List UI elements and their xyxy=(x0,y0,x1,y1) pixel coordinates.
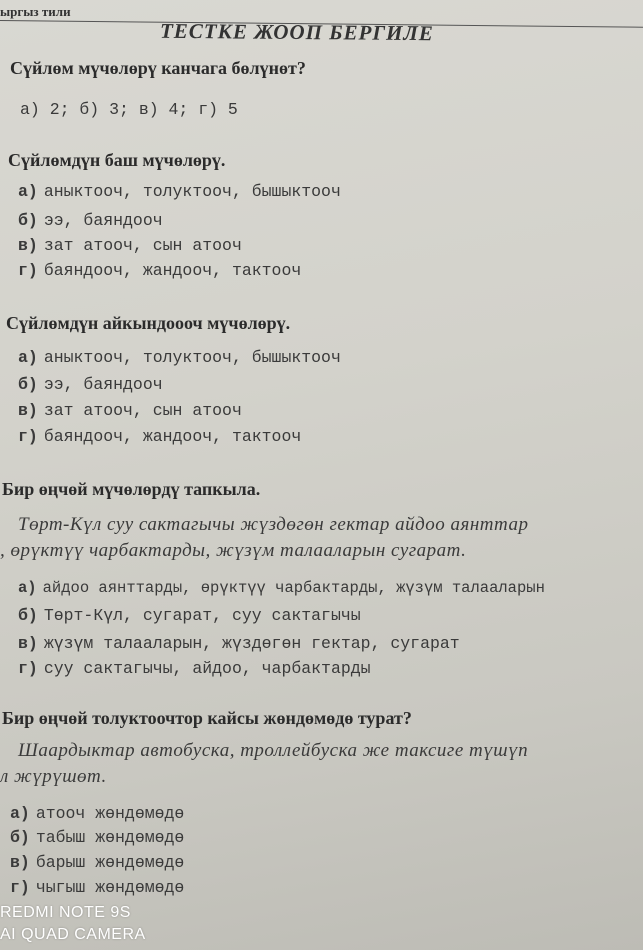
option-letter: в) xyxy=(18,634,38,653)
question-3-option-b xyxy=(18,375,163,394)
page-title: ТЕСТКЕ ЖООП БЕРГИЛЕ xyxy=(159,18,434,46)
option-text: ээ, баяндооч xyxy=(43,211,163,230)
question-2-option-c xyxy=(18,236,242,255)
option-text: баяндооч, жандооч, тактооч xyxy=(43,261,302,280)
option-letter: б) xyxy=(18,211,38,230)
camera-watermark-line-2: AI QUAD CAMERA xyxy=(0,926,146,943)
camera-watermark-line-1: REDMI NOTE 9S xyxy=(0,904,131,921)
option-text: жүзүм талааларын, жүздөгөн гектар, сугарат xyxy=(43,634,460,653)
question-4-sentence-line-2: , өрүктүү чарбактарды, жүзүм талааларын сугарат. xyxy=(0,540,467,561)
question-4-option-d xyxy=(18,659,371,678)
option-text: чыгыш жөндөмөдө xyxy=(35,878,185,897)
option-letter: б) xyxy=(18,606,38,625)
option-text: атооч жөндөмөдө xyxy=(35,804,185,823)
question-5-option-c xyxy=(10,853,184,872)
option-text: баяндооч, жандооч, тактооч xyxy=(43,427,302,446)
question-3-option-c xyxy=(18,401,242,420)
question-5-sentence-line-1: Шаардыктар автобуска, троллейбуска же таксиге түшүп xyxy=(18,740,529,761)
page-header-subject: ыргыз тили xyxy=(0,4,71,19)
question-5-option-d xyxy=(10,878,184,897)
option-letter: г) xyxy=(18,427,38,446)
option-letter: в) xyxy=(10,853,30,872)
question-2-option-b xyxy=(18,211,163,230)
question-4-sentence-line-1: Төрт-Күл суу сактагычы жүздөгөн гектар айдоо аянттар xyxy=(18,514,529,535)
option-letter: б) xyxy=(10,828,30,847)
option-letter: г) xyxy=(10,878,30,897)
option-text: зат атооч, сын атооч xyxy=(43,236,242,255)
option-letter: б) xyxy=(18,375,38,394)
option-text: ээ, баяндооч xyxy=(43,375,163,394)
option-letter: в) xyxy=(18,401,38,420)
option-letter: а) xyxy=(18,348,38,367)
option-letter: г) xyxy=(18,659,38,678)
question-4-option-c xyxy=(18,634,460,653)
option-letter: а) xyxy=(18,182,38,201)
question-4: Бир өңчөй мүчөлөрдү тапкыла. xyxy=(2,479,261,499)
option-letter: а) xyxy=(10,804,30,823)
question-5-option-a xyxy=(10,804,184,823)
question-4-option-b xyxy=(18,606,361,625)
question-5: Бир өңчөй толуктоочтор кайсы жөндөмөдө турат? xyxy=(2,708,412,728)
question-3-option-d xyxy=(18,427,301,446)
question-3-option-a xyxy=(18,348,341,367)
question-2: Сүйлөмдүн баш мүчөлөрү. xyxy=(8,150,226,170)
question-5-sentence-line-2: л жүрүшөт. xyxy=(0,766,107,787)
option-text: зат атооч, сын атооч xyxy=(43,401,242,420)
option-text: суу сактагычы, айдоо, чарбактарды xyxy=(43,659,371,678)
question-1: Сүйлөм мүчөлөрү канчага бөлүнөт? xyxy=(10,58,306,78)
option-text: айдоо аянттарды, өрүктүү чарбактарды, жүзүм талааларын xyxy=(42,579,545,597)
option-text: аныктооч, толуктооч, бышыктооч xyxy=(43,348,341,367)
question-2-option-d xyxy=(18,261,301,280)
question-1-options: а) 2; б) 3; в) 4; г) 5 xyxy=(20,100,238,119)
option-letter: г) xyxy=(18,261,38,280)
question-4-option-a xyxy=(18,579,545,597)
question-3: Сүйлөмдүн айкындоооч мүчөлөрү. xyxy=(6,313,291,333)
option-text: барыш жөндөмөдө xyxy=(35,853,185,872)
option-letter: а) xyxy=(18,579,37,597)
option-letter: в) xyxy=(18,236,38,255)
option-text: табыш жөндөмөдө xyxy=(35,828,185,847)
option-text: Төрт-Күл, сугарат, суу сактагычы xyxy=(43,606,361,625)
option-text: аныктооч, толуктооч, бышыктооч xyxy=(43,182,341,201)
question-2-option-a xyxy=(18,182,341,201)
question-5-option-b xyxy=(10,828,184,847)
